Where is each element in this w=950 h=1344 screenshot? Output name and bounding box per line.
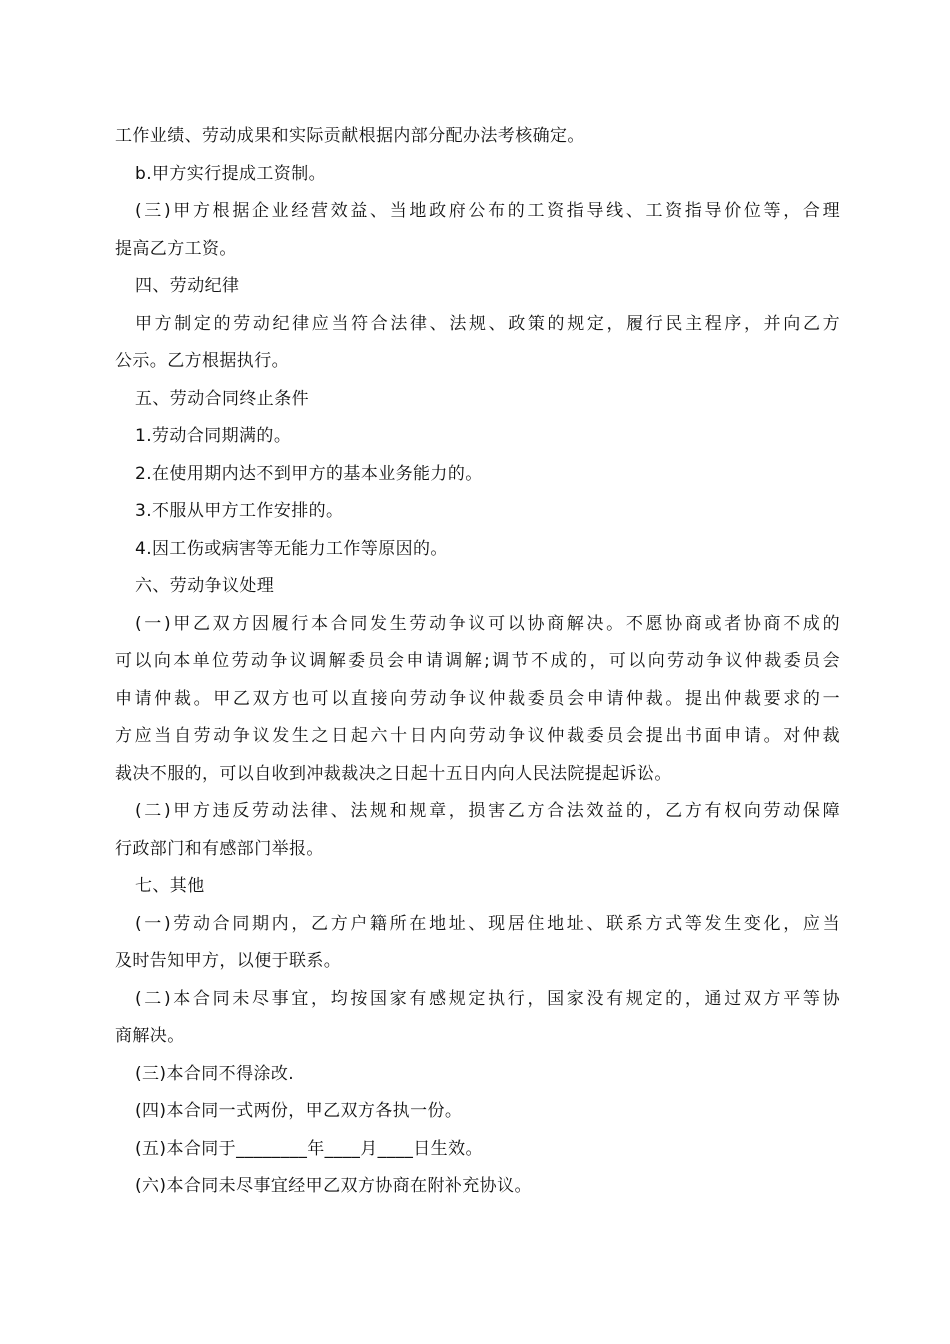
paragraph-line: (五)本合同于________年____月____日生效。 (135, 1138, 483, 1159)
section-heading: 七、其他 (135, 876, 205, 896)
paragraph-line: 工作业绩、劳动成果和实际贡献根据内部分配办法考核确定。 (115, 126, 585, 146)
paragraph-line: 甲方制定的劳动纪律应当符合法律、法规、政策的规定，履行民主程序，并向乙方 (135, 313, 840, 334)
document-page (115, 118, 840, 1206)
paragraph-line: 公示。乙方根据执行。 (115, 351, 289, 371)
paragraph-line: (一)劳动合同期内，乙方户籍所在地址、现居住地址、联系方式等发生变化，应当 (135, 913, 840, 934)
paragraph-line: (一)甲乙双方因履行本合同发生劳动争议可以协商解决。不愿协商或者协商不成的 (135, 613, 840, 634)
list-item: 4.因工伤或病害等无能力工作等原因的。 (135, 538, 448, 559)
section-heading: 六、劳动争议处理 (135, 576, 275, 596)
paragraph-line: 申请仲裁。甲乙双方也可以直接向劳动争议仲裁委员会申请仲裁。提出仲裁要求的一 (115, 688, 840, 709)
paragraph-line: 行政部门和有感部门举报。 (115, 838, 324, 859)
paragraph-line: (二)本合同未尽事宜，均按国家有感规定执行，国家没有规定的，通过双方平等协 (135, 988, 840, 1009)
paragraph-line: b.甲方实行提成工资制。 (135, 163, 326, 184)
section-heading: 四、劳动纪律 (135, 276, 240, 296)
paragraph-line: 提高乙方工资。 (115, 238, 237, 259)
paragraph-line: (三)本合同不得涂改. (135, 1063, 295, 1084)
paragraph-line: 可以向本单位劳动争议调解委员会申请调解;调节不成的，可以向劳动争议仲裁委员会 (115, 651, 840, 671)
paragraph-line: (二)甲方违反劳动法律、法规和规章，损害乙方合法效益的，乙方有权向劳动保障 (135, 801, 840, 821)
paragraph-line: (六)本合同未尽事宜经甲乙双方协商在附补充协议。 (135, 1176, 532, 1196)
section-heading: 五、劳动合同终止条件 (135, 388, 309, 409)
paragraph-line: (四)本合同一式两份，甲乙双方各执一份。 (135, 1101, 463, 1121)
paragraph-line: 及时告知甲方，以便于联系。 (115, 951, 342, 971)
paragraph-line: 裁决不服的，可以自收到冲裁裁决之日起十五日内向人民法院提起诉讼。 (115, 763, 672, 784)
list-item: 2.在使用期内达不到甲方的基本业务能力的。 (135, 463, 483, 484)
list-item: 3.不服从甲方工作安排的。 (135, 501, 344, 521)
list-item: 1.劳动合同期满的。 (135, 426, 292, 446)
paragraph-line: (三)甲方根据企业经营效益、当地政府公布的工资指导线、工资指导价位等，合理 (135, 201, 840, 221)
paragraph-line: 方应当自劳动争议发生之日起六十日内向劳动争议仲裁委员会提出书面申请。对仲裁 (115, 726, 840, 746)
paragraph-line: 商解决。 (115, 1026, 185, 1046)
